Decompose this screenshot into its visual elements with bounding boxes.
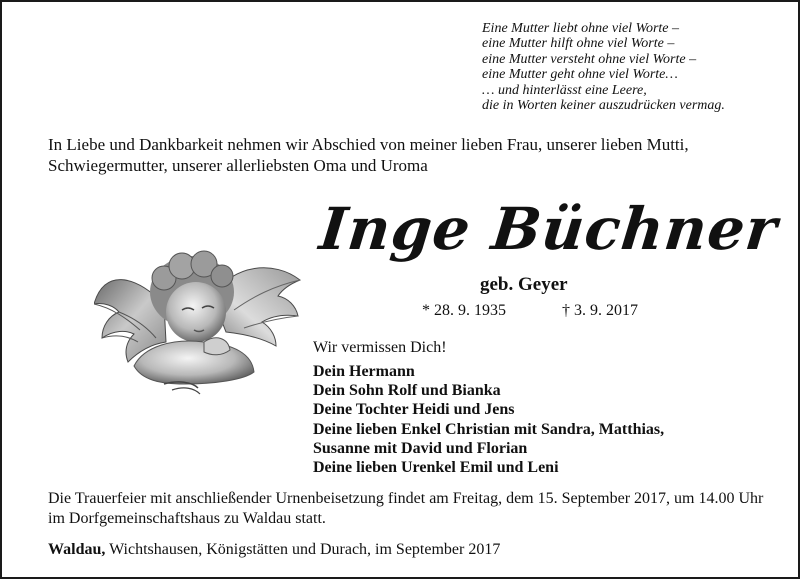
death-date: † 3. 9. 2017 bbox=[562, 302, 638, 319]
place-town: Waldau, bbox=[48, 541, 106, 558]
mourner-line: Deine lieben Enkel Christian mit Sandra, Matthias, bbox=[313, 420, 665, 438]
mourner-line: Dein Hermann bbox=[313, 363, 415, 380]
mourners-list bbox=[313, 362, 664, 477]
poem bbox=[482, 21, 725, 113]
poem-line: Eine Mutter liebt ohne viel Worte – bbox=[482, 21, 679, 36]
angel-cherub-icon bbox=[94, 234, 302, 414]
funeral-notice: Die Trauerfeier mit anschließender Urnenbeisetzung findet am Freitag, dem 15. September 2017, um 14.00 Uhr im Dorfgemeinschaftshaus zu Waldau statt. bbox=[48, 490, 764, 527]
place-rest: Wichtshausen, Königstätten und Durach, im September 2017 bbox=[109, 541, 501, 558]
mourner-line: Dein Sohn Rolf und Bianka bbox=[313, 382, 501, 400]
miss-you-text: Wir vermissen Dich! bbox=[313, 339, 447, 356]
mourner-line: Deine lieben Urenkel Emil und Leni bbox=[313, 459, 559, 477]
poem-line: eine Mutter geht ohne viel Worte… bbox=[482, 67, 678, 83]
poem-line: die in Worten keiner auszudrücken vermag. bbox=[482, 98, 725, 114]
place-date-line bbox=[48, 541, 500, 559]
mourner-line: Deine Tochter Heidi und Jens bbox=[313, 401, 515, 419]
intro-text: In Liebe und Dankbarkeit nehmen wir Abschied von meiner lieben Frau, unserer lieben Mutti, Schwiegermutter, unserer allerliebsten Oma und Uroma bbox=[48, 135, 689, 175]
mourner-line: Susanne mit David und Florian bbox=[313, 439, 528, 457]
poem-line: eine Mutter versteht ohne viel Worte – bbox=[482, 51, 697, 67]
maiden-name: geb. Geyer bbox=[480, 274, 568, 295]
birth-date: * 28. 9. 1935 bbox=[422, 302, 506, 319]
deceased-name: Inge Büchner bbox=[316, 195, 781, 263]
poem-line: … und hinterlässt eine Leere, bbox=[482, 82, 647, 98]
poem-line: eine Mutter hilft ohne viel Worte – bbox=[482, 36, 675, 52]
